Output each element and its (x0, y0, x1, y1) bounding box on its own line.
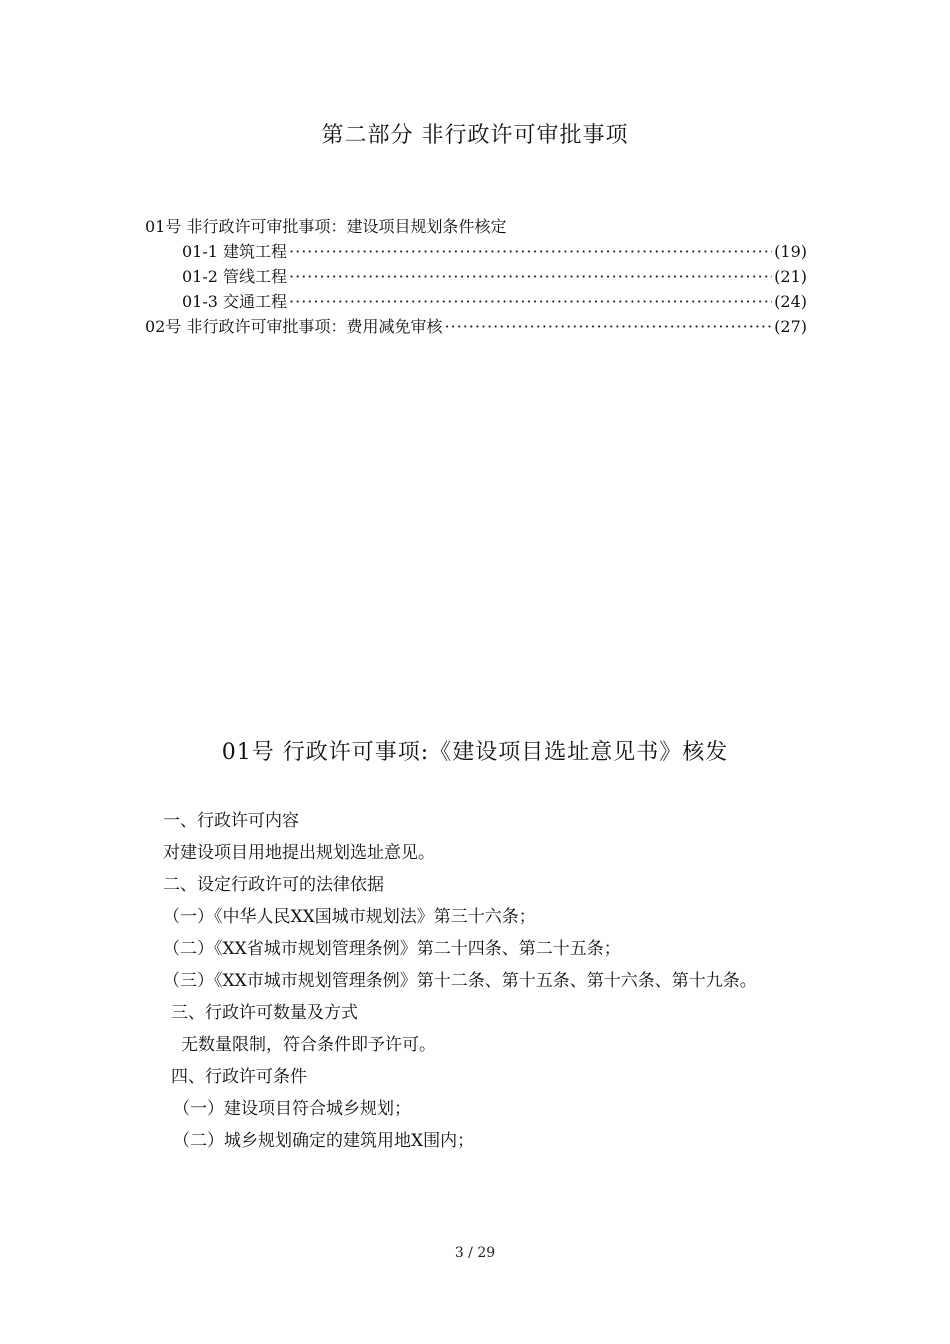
toc-item-label: 01号 非行政许可审批事项：建设项目规划条件核定 (145, 217, 507, 236)
toc-item-02[interactable] (145, 314, 807, 339)
legal-basis-item-3-text: （三）《XX市城市规划管理条例》第十二条、第十五条、第十六条、第十九条。 (163, 971, 757, 991)
toc-leader-dots (289, 264, 772, 289)
paragraph-permit-content: 对建设项目用地提出规划选址意见。 (163, 843, 435, 863)
toc-item-01[interactable] (145, 214, 807, 239)
toc-page-number: (24) (774, 292, 807, 311)
section-body (145, 805, 810, 1157)
page-number-footer: 3 / 29 (454, 1245, 496, 1261)
legal-basis-item-2: （二）《XX省城市规划管理条例》第二十四条、第二十五条； (163, 939, 621, 959)
toc-subitem-01-3[interactable] (145, 289, 807, 314)
section-title: 01号 行政许可事项:《建设项目选址意见书》核发 (221, 740, 729, 765)
toc-page-number: (21) (774, 267, 807, 286)
heading-legal-basis: 二、设定行政许可的法律依据 (163, 875, 384, 895)
toc-page-number: (19) (774, 242, 807, 261)
legal-basis-item-1: （一）《中华人民XX国城市规划法》第三十六条； (163, 907, 536, 927)
part-title: 第二部分 非行政许可审批事项 (321, 123, 629, 148)
paragraph-quantity-method: 无数量限制，符合条件即予许可。 (181, 1035, 436, 1055)
heading-permit-content: 一、行政许可内容 (163, 811, 299, 831)
condition-item-1: （一）建设项目符合城乡规划； (173, 1099, 411, 1119)
toc-item-label: 01-1 建筑工程 (182, 242, 288, 261)
toc-subitem-01-2[interactable] (145, 264, 807, 289)
toc-item-label: 02号 非行政许可审批事项：费用减免审核 (145, 317, 443, 336)
toc-leader-dots (289, 239, 772, 264)
heading-conditions: 四、行政许可条件 (171, 1067, 307, 1087)
toc-page-number: (27) (774, 317, 807, 336)
toc-subitem-01-1[interactable] (145, 239, 807, 264)
toc-leader-dots (289, 289, 772, 314)
toc-item-label: 01-3 交通工程 (182, 292, 288, 311)
heading-quantity-method: 三、行政许可数量及方式 (171, 1003, 358, 1023)
toc-leader-dots (444, 314, 772, 339)
condition-item-2: （二）城乡规划确定的建筑用地X围内； (173, 1131, 475, 1151)
legal-basis-item-3 (145, 965, 810, 997)
table-of-contents (145, 214, 807, 339)
toc-item-label: 01-2 管线工程 (182, 267, 288, 286)
